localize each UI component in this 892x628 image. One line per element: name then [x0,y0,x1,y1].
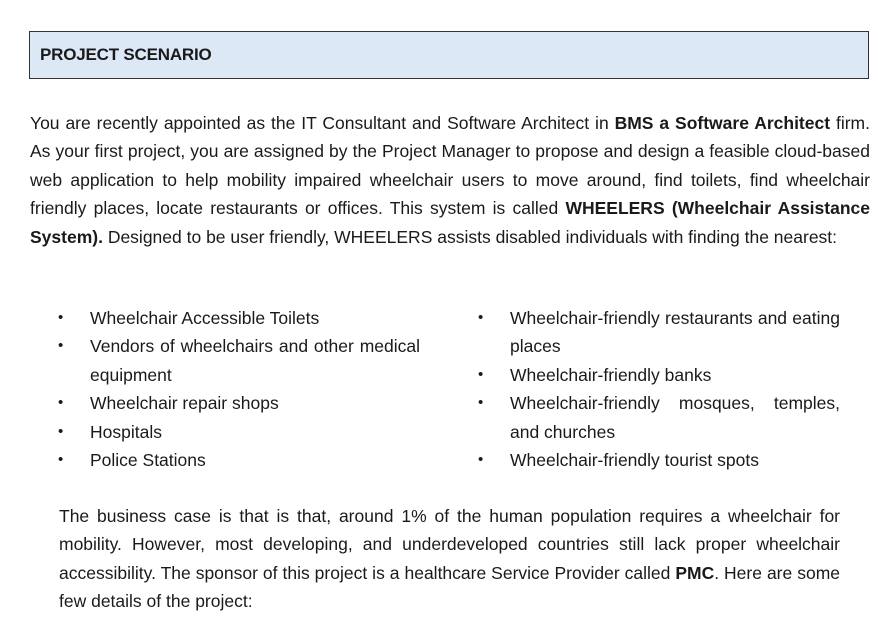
firm-name: BMS a Software Architect [614,113,831,133]
list-item-text: Wheelchair-friendly tourist spots [510,450,759,471]
list-item [478,361,840,389]
list-item [478,446,840,474]
list-item-text: Police Stations [90,450,206,471]
section-header-box [29,31,869,79]
intro-text-1: You are recently appointed as the IT Consultant and Software Architect in [30,113,615,133]
list-item [58,446,420,474]
list-item-text: Wheelchair repair shops [90,393,279,414]
list-item-text: Wheelchair-friendly restaurants and eating places [510,308,840,357]
list-item-text: Wheelchair-friendly mosques, temples, and churches [510,393,840,442]
system-name: WHEELERS (Wheelchair Assistance System). [30,198,870,247]
list-item [478,389,840,446]
business-case-paragraph [59,502,840,616]
list-item [58,332,420,389]
list-item [58,389,420,417]
sponsor-name: PMC [675,562,715,583]
bullet-icon: • [58,394,64,412]
bullet-icon: • [478,394,484,412]
bullet-icon: • [58,337,64,355]
business-text-2: . Here are some few details of the project: [59,562,840,612]
list-item-text: Wheelchair-friendly banks [510,364,712,385]
intro-text-3: Designed to be user friendly, WHEELERS assists disabled individuals with finding the nearest: [102,226,838,247]
bullet-icon: • [478,309,484,326]
bullet-icon: • [58,309,64,326]
section-title: PROJECT SCENARIO [40,45,212,64]
list-item-text: Hospitals [90,421,162,442]
list-item [478,304,840,361]
list-item-text: Vendors of wheelchairs and other medical equipment [90,336,420,385]
bullet-icon: • [478,451,484,469]
intro-text-2: firm. As your first project, you are assigned by the Project Manager to propose and design a feasible cloud-based web application to help mobility impaired wheelchair users to move around, find toilets, find wheelchair friendly places, locate restaurants or offices. This system is called [30,113,870,219]
business-text-1: The business case is that is that, around 1% of the human population requires a wheelchair for mobility. However, most developing, and underdeveloped countries still lack proper wheelchair accessibility. The sponsor of this project is a healthcare Service Provider called [59,506,840,583]
intro-paragraph [30,109,870,251]
bullet-icon: • [478,365,484,383]
bullet-icon: • [58,451,64,469]
list-item [58,418,420,446]
bullet-list-right [478,304,840,474]
bullet-icon: • [58,422,64,440]
list-item [58,304,420,332]
list-item-text: Wheelchair Accessible Toilets [90,308,320,328]
bullet-list-left [58,304,420,474]
